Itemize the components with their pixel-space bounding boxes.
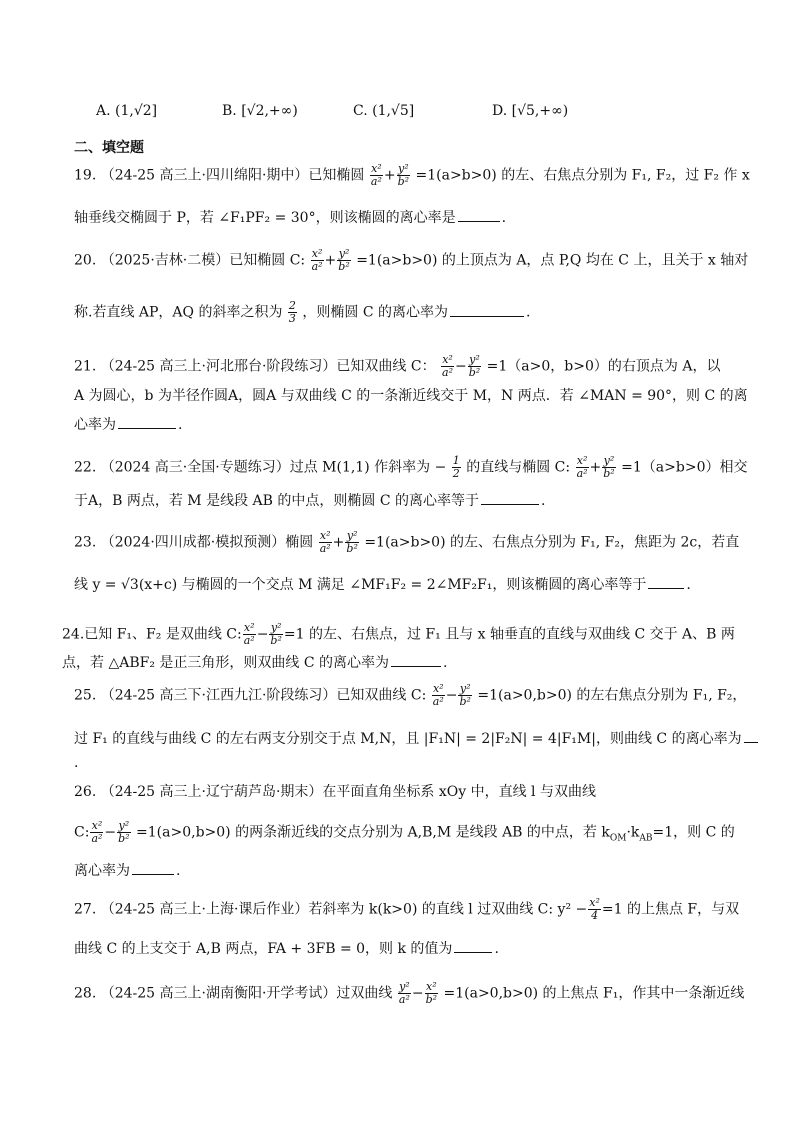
- numerator: x²: [91, 819, 103, 832]
- section-title: 二、填空题: [74, 140, 144, 156]
- text: =1(a>b>0) 的上顶点为 A，点 P,Q 均在 C 上，且关于 x 轴对: [356, 252, 749, 269]
- denominator: b²: [603, 467, 615, 480]
- fraction: [319, 530, 332, 555]
- numerator: y²: [469, 353, 480, 366]
- denominator: b²: [270, 634, 282, 647]
- question-20-line-2: [74, 300, 734, 325]
- text: ，则椭圆 C 的离心率为: [302, 304, 448, 321]
- text: 的左、右焦点，过 F₁ 且与 x 轴垂直的直线与双曲线 C 交于 A、B 两: [308, 626, 735, 643]
- subscript: AB: [639, 833, 653, 844]
- answer-blank[interactable]: [648, 574, 684, 589]
- fraction: [345, 530, 358, 555]
- question-27-line-2: [74, 938, 734, 958]
- question-23-line-2: [74, 574, 734, 594]
- text: 于A，B 两点，若 M 是线段 AB 的中点，则椭圆 C 的离心率等于: [74, 493, 479, 509]
- numerator: x²: [589, 896, 600, 909]
- fraction: [311, 248, 324, 273]
- numerator: y²: [603, 454, 615, 467]
- text: 离心率为: [74, 863, 130, 879]
- fraction: [269, 622, 282, 647]
- question-25-line-3: .: [74, 755, 79, 771]
- question-22-line-2: [74, 490, 734, 510]
- text: C:: [74, 824, 90, 841]
- fraction: [397, 163, 410, 188]
- text: 线 y = √3(x+c) 与椭圆的一个交点 M 满足 ∠MF₁F₂ = 2∠MF₂F₁，则该椭圆的离心率等于: [74, 577, 647, 593]
- text: 心率为: [74, 417, 116, 433]
- numerator: x²: [319, 529, 331, 542]
- question-24-line-1: 24.已知 F₁、F₂ 是双曲线 C: $\frac{\text{x²}}{\text{a²}}$ − $\frac{\text{y²}}{\text{b²}}$ =1 的左、右焦点，过 F₁ 且与 x 轴垂直的直线与双曲线 C 交于 A、B 两: [62, 621, 735, 647]
- question-25-line-2: [74, 728, 742, 748]
- denominator: b²: [346, 542, 358, 555]
- question-21-line-3: [74, 414, 734, 434]
- text: =1（a>0，b>0）的右顶点为 A，以: [486, 358, 721, 375]
- answer-blank[interactable]: [132, 860, 174, 875]
- numerator: y²: [118, 819, 130, 832]
- denominator: a²: [243, 634, 255, 647]
- text: 的直线与椭圆 C:: [466, 459, 571, 476]
- text: 称.若直线 AP，AQ 的斜率之积为: [74, 304, 283, 321]
- question-19-line-2: [74, 207, 734, 227]
- text: .: [178, 417, 183, 433]
- text: 28. （24-25 高三上·湖南衡阳·开学考试）过双曲线: [74, 985, 393, 1002]
- text: .: [526, 304, 531, 321]
- denominator: a²: [398, 993, 410, 1006]
- fraction: [602, 455, 615, 480]
- denominator: b²: [459, 695, 471, 708]
- text: 21. （24-25 高三上·河北邢台·阶段练习）已知双曲线 C：: [74, 358, 436, 375]
- text: 27. （24-25 高三上·上海·课后作业）若斜率为 k(k>0) 的直线 l 过双曲线 C: y² −: [74, 901, 588, 918]
- denominator: a²: [576, 467, 588, 480]
- text: =1: [283, 626, 305, 643]
- question-21-line-1: 21. （24-25 高三上·河北邢台·阶段练习）已知双曲线 C： $\frac{\text{x²}}{\text{a²}}$ − $\frac{\text{y²}}{\text{b²}}$ =1（a>0，b>0）的右顶点为 A，以: [74, 353, 721, 379]
- denominator: a²: [432, 695, 444, 708]
- fraction: [337, 248, 350, 273]
- denominator: b²: [425, 993, 438, 1006]
- denominator: a²: [442, 366, 454, 379]
- denominator: 4: [591, 909, 599, 922]
- text: =1(a>b>0) 的左、右焦点分别为 F₁, F₂，过 F₂ 作 x: [415, 167, 750, 184]
- fraction: [398, 981, 411, 1006]
- text: =1(a>b>0) 的左、右焦点分别为 F₁, F₂，焦距为 2c，若直: [364, 534, 740, 551]
- fraction: [468, 354, 481, 379]
- fraction: [432, 683, 445, 708]
- text: 轴垂线交椭圆于 P，若 ∠F₁PF₂ = 30°，则该椭圆的离心率是: [74, 210, 456, 226]
- question-26-line-3: [74, 860, 734, 880]
- option-c: C. (1,√5]: [353, 103, 415, 119]
- fraction: [90, 820, 103, 845]
- text: 过 F₁ 的直线与曲线 C 的左右两支分别交于点 M,N，且 |F₁N| = 2|F₂N| = 4|F₁M|，则曲线 C 的离心率为: [74, 731, 742, 747]
- text: .: [541, 493, 546, 509]
- question-25-line-1: 25. （24-25 高三下·江西九江·阶段练习）已知双曲线 C: $\frac{\text{x²}}{\text{a²}}$ − $\frac{\text{y²}}{\text{b²}}$ =1(a>0,b>0) 的左右焦点分别为 F₁, F₂，: [74, 682, 747, 708]
- text: 25. （24-25 高三下·江西九江·阶段练习）已知双曲线 C:: [74, 687, 427, 704]
- option-d: D. [√5,+∞): [492, 103, 569, 119]
- numerator: x²: [371, 162, 382, 175]
- fraction: [441, 354, 454, 379]
- numerator: x²: [576, 454, 588, 467]
- text: 曲线 C 的上支交于 A,B 两点，FA + 3FB = 0，则 k 的值为: [74, 941, 453, 957]
- answer-blank[interactable]: [744, 728, 758, 743]
- text: .: [176, 863, 181, 879]
- text: =1，则 C 的: [652, 824, 735, 841]
- answer-blank[interactable]: [481, 490, 539, 505]
- question-27-line-1: [74, 896, 740, 922]
- text: ·k: [626, 824, 640, 841]
- numerator: x²: [243, 621, 255, 634]
- fraction: [588, 897, 601, 922]
- numerator: x²: [426, 980, 437, 993]
- fraction: [452, 455, 461, 480]
- denominator: b²: [118, 832, 130, 845]
- choice-options: [0, 95, 800, 129]
- fraction: [576, 455, 589, 480]
- denominator: b²: [338, 260, 350, 273]
- numerator: x²: [432, 682, 444, 695]
- numerator: y²: [399, 980, 410, 993]
- fraction: [425, 981, 438, 1006]
- text: 22. （2024 高三·全国·专题练习）过点 M(1,1) 作斜率为 −: [74, 459, 447, 476]
- answer-blank[interactable]: [454, 938, 492, 953]
- text: 24.已知 F₁、F₂ 是双曲线: [62, 626, 222, 643]
- question-28-line-1: 28. （24-25 高三上·湖南衡阳·开学考试）过双曲线 $\frac{\text{y²}}{\text{a²}}$ − $\frac{\text{x²}}{\text{b²}}$ =1(a>0,b>0) 的上焦点 F₁，作其中一条渐近线: [74, 980, 745, 1006]
- question-21-line-2: A 为圆心，b 为半径作圆A，圆A 与双曲线 C 的一条渐近线交于 M，N 两点．若 ∠MAN = 90°，则 C 的离: [74, 388, 748, 404]
- text: =1（a>b>0）相交: [621, 459, 748, 476]
- denominator: b²: [397, 175, 410, 188]
- subscript: OM: [609, 833, 627, 844]
- numerator: y²: [270, 621, 282, 634]
- text: 23. （2024·四川成都·模拟预测）椭圆: [74, 534, 314, 551]
- question-23-line-1: 23. （2024·四川成都·模拟预测）椭圆 $\frac{\text{x²}}{\text{a²}}$ + $\frac{\text{y²}}{\text{b²}}$ =1(a>b>0) 的左、右焦点分别为 F₁, F₂，焦距为 2c，若直: [74, 529, 740, 555]
- text: =1(a>0,b>0) 的两条渐近线的交点分别为 A,B,M 是线段 AB 的中点，若 k: [136, 824, 610, 841]
- text: .: [501, 210, 507, 226]
- answer-blank[interactable]: [458, 207, 500, 222]
- numerator: 2: [288, 299, 296, 312]
- denominator: 3: [288, 312, 296, 325]
- text: =1(a>0,b>0) 的左右焦点分别为 F₁, F₂，: [477, 687, 747, 704]
- option-a: A. (1,√2]: [96, 103, 158, 119]
- numerator: y²: [398, 162, 409, 175]
- denominator: b²: [468, 366, 481, 379]
- denominator: a²: [311, 260, 323, 273]
- numerator: y²: [338, 247, 350, 260]
- text: .: [686, 577, 691, 593]
- answer-blank[interactable]: [391, 652, 441, 667]
- answer-blank[interactable]: [118, 414, 176, 429]
- denominator: a²: [319, 542, 331, 555]
- text: =1(a>0,b>0) 的上焦点 F₁，作其中一条渐近线: [443, 985, 745, 1002]
- question-26-line-1: 26. （24-25 高三上·辽宁葫芦岛·期末）在平面直角坐标系 xOy 中，直线 l 与双曲线: [74, 784, 596, 800]
- question-19-line-1: 19. （24-25 高三上·四川绵阳·期中）已知椭圆 $\frac{\text{x²}}{\text{a²}}$ + $\frac{\text{y²}}{\text{b²}}$ =1(a>b>0) 的左、右焦点分别为 F₁, F₂，过 F₂ 作 x: [74, 162, 750, 188]
- numerator: x²: [442, 353, 453, 366]
- numerator: y²: [459, 682, 471, 695]
- fraction: [370, 163, 383, 188]
- denominator: a²: [370, 175, 382, 188]
- numerator: y²: [346, 529, 358, 542]
- text: 点，若 △ABF₂ 是正三角形，则双曲线 C 的离心率为: [62, 655, 390, 671]
- question-20-line-1: 20. （2025·吉林·二模）已知椭圆 C: $\frac{\text{x²}}{\text{a²}}$ + $\frac{\text{y²}}{\text{b²}}$ =1(a>b>0) 的上顶点为 A，点 P,Q 均在 C 上，且关于 x 轴对: [74, 247, 749, 273]
- option-b: B. [√2,+∞): [222, 103, 298, 119]
- fraction: [288, 300, 297, 325]
- numerator: x²: [311, 247, 323, 260]
- numerator: 1: [452, 454, 460, 467]
- denominator: 2: [452, 467, 460, 480]
- question-24-line-2: [62, 652, 722, 672]
- question-26-line-2: C: $\frac{\text{x²}}{\text{a²}}$ − $\frac{\text{y²}}{\text{b²}}$ =1(a>0,b>0) 的两条渐近线的交点分别为 A,B,M 是线段 AB 的中点，若 $k_{OM}\cdot k_{AB}=1$，则 C 的: [74, 819, 735, 845]
- text: .: [443, 655, 448, 671]
- text: .: [494, 941, 499, 957]
- denominator: a²: [91, 832, 103, 845]
- fraction: [243, 622, 256, 647]
- fraction: [117, 820, 130, 845]
- text: 19. （24-25 高三上·四川绵阳·期中）已知椭圆: [74, 167, 365, 184]
- question-22-line-1: 22. （2024 高三·全国·专题练习）过点 M(1,1) 作斜率为 − $\frac{1}{2}$ 的直线与椭圆 C: $\frac{\text{x²}}{\text{a²}}$ + $\frac{\text{y²}}{\text{b²}}$ =1（a>b>0）相交: [74, 454, 748, 480]
- text: C:: [226, 626, 242, 643]
- fraction: [458, 683, 471, 708]
- answer-blank[interactable]: [450, 302, 524, 317]
- text: 20. （2025·吉林·二模）已知椭圆 C:: [74, 252, 306, 269]
- text: =1 的上焦点 F，与双: [601, 901, 740, 918]
